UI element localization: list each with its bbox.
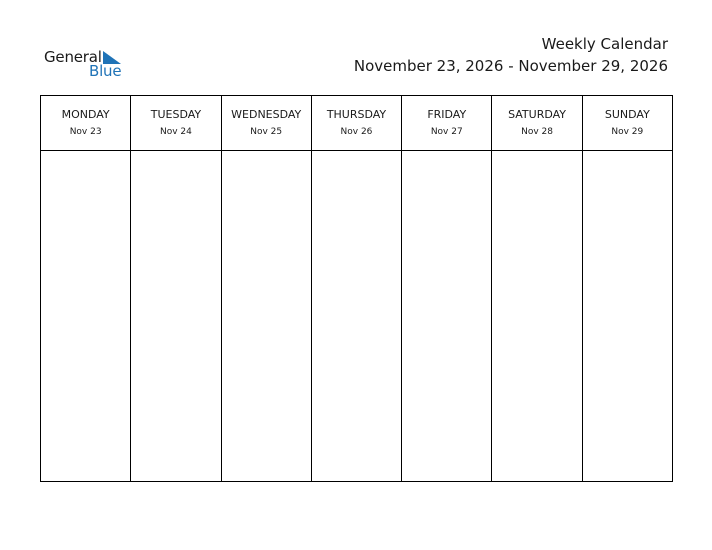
day-name: TUESDAY [150, 108, 202, 121]
day-name: MONDAY [61, 108, 110, 121]
day-cell[interactable] [583, 151, 672, 481]
day-name: FRIDAY [427, 108, 467, 121]
day-header [583, 96, 672, 151]
day-date: Nov 23 [69, 127, 102, 137]
day-header [41, 96, 130, 151]
day-name: SUNDAY [604, 108, 650, 121]
day-date: Nov 29 [611, 127, 644, 137]
day-cell[interactable] [312, 151, 401, 481]
day-column-tuesday [130, 96, 220, 481]
day-cell[interactable] [41, 151, 130, 481]
page-title: Weekly Calendar [541, 35, 668, 53]
logo-text-general: General [44, 48, 102, 66]
day-cell[interactable] [492, 151, 581, 481]
day-header [492, 96, 581, 151]
day-date: Nov 27 [430, 127, 463, 137]
logo-text-blue: Blue [89, 62, 122, 80]
day-header [402, 96, 491, 151]
day-column-friday [401, 96, 491, 481]
day-date: Nov 26 [340, 127, 373, 137]
brand-logo [44, 46, 134, 82]
day-column-sunday [582, 96, 672, 481]
day-name: THURSDAY [326, 108, 387, 121]
date-range: November 23, 2026 - November 29, 2026 [353, 57, 668, 75]
day-cell[interactable] [222, 151, 311, 481]
day-header [222, 96, 311, 151]
day-cell[interactable] [402, 151, 491, 481]
day-header [312, 96, 401, 151]
weekly-calendar-grid [40, 95, 673, 482]
day-name: SATURDAY [508, 108, 567, 121]
day-name: WEDNESDAY [231, 108, 302, 121]
day-header [131, 96, 220, 151]
day-cell[interactable] [131, 151, 220, 481]
day-column-monday [41, 96, 130, 481]
day-column-wednesday [221, 96, 311, 481]
day-column-thursday [311, 96, 401, 481]
calendar-header [354, 34, 668, 77]
day-date: Nov 25 [250, 127, 283, 137]
day-column-saturday [491, 96, 581, 481]
day-date: Nov 24 [159, 127, 192, 137]
day-date: Nov 28 [521, 127, 553, 137]
